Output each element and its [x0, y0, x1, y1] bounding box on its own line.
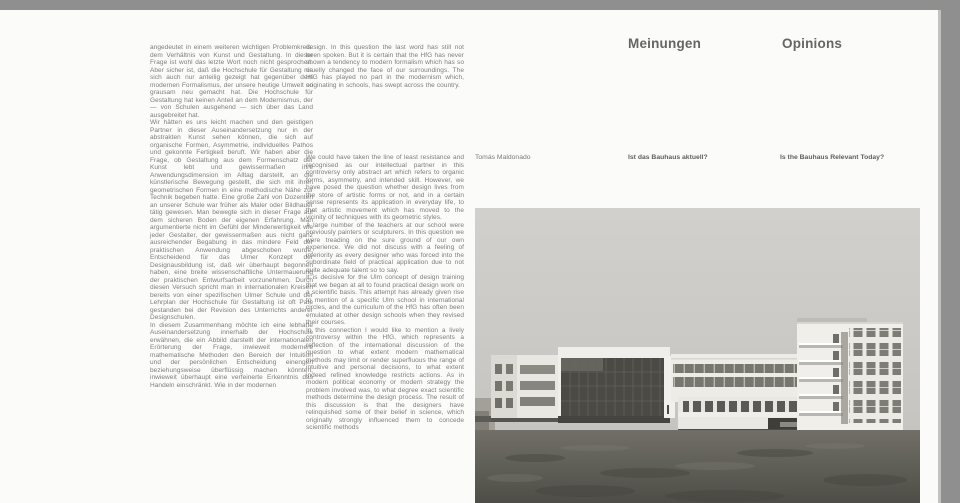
- english-paragraph: It is decisive for the Ulm concept of design training that we began at all to found practical design work on a scientific basis. This attempt has already given rise to mention of a specific Ulm school in international circles, and the curriculum of the HfG has often been emulated at other design schools when they revised their courses.: [306, 274, 464, 326]
- photo-glass-workshop-building: [558, 347, 675, 423]
- photo-studio-tower-building: [797, 318, 903, 440]
- english-text-column: [306, 154, 464, 432]
- author-byline: Tomás Maldonado: [475, 154, 531, 161]
- article-title-english: Is the Bauhaus Relevant Today?: [780, 154, 885, 161]
- article-title-german: Ist das Bauhaus aktuell?: [628, 154, 708, 161]
- section-header-english: Opinions: [782, 36, 843, 51]
- section-header-german: Meinungen: [628, 36, 702, 51]
- german-text-column: [150, 44, 313, 389]
- book-page: [0, 10, 941, 503]
- english-paragraph: We could have taken the line of least resistance and recognised as our intellectual partner in this controversy only abstract art which refers to organic forms, asymmetry, and intended skill. However, we have posed the question whether design lives from the store of artistic forms or not, and in a certain sense represents its application in everyday life, to that artistic movement which has moved to the vicinity of techniques with its geometric styles.: [306, 154, 464, 221]
- english-paragraph: design. In this question the last word has still not been spoken. But it is certain that the HfG has never shown a tendency to modern formalism which has so cruelly changed the face of our surroundings. The HfG has played no part in the modernism which, originating in schools, has swept across the country.: [306, 44, 464, 89]
- photo-grass-foreground: [475, 430, 920, 503]
- english-paragraph: In this connection I would like to mention a lively controversy within the HfG, which represents a reflection of the international discussion of the question to what extent modern mathematical methods may limit or render superfluous the range of intuitive and personal decisions, to what extent indeed refined knowledge restricts actions. As in modern political economy or modern strategy the problem involved was, to what degree exact scientific methods determine the design process. The result of this discussion is that the designers have relinquished some of their belief in science, which originally strongly influenced them to concede scientific methods: [306, 326, 464, 431]
- photo-bridge-building: [671, 354, 801, 402]
- bauhaus-photo: [475, 208, 920, 503]
- german-paragraph: angedeutet in einem weiteren wichtigen Problemkreis: dem Verhältnis von Kunst und Gestaltung. In dieser Frage ist wohl das letzte Wort noch nicht gesprochen. Aber sicher ist, daß die Hochschule für Gestaltung nie sich auch nur anteilig gezeigt hat gegenüber dem modernen Formalismus, der unsere heutige Umwelt so grausam neu gemacht hat. Die Hochschule für Gestaltung hat keinen Anteil an dem Modernismus, der — von Schulen ausgehend — sich über das Land ausgebreitet hat.: [150, 44, 313, 119]
- english-paragraph: A large number of the teachers at our school were previously painters or sculpturers. In this question we were treading on the sure ground of our own experience. We did not discuss with a feeling of inferiority as every designer who was forced into the subordinate field of practical application due to not quite adequate talent so to say.: [306, 221, 464, 274]
- german-paragraph: In diesem Zusammenhang möchte ich eine lebhafte Auseinandersetzung innerhalb der Hochschule erwähnen, die ein Abbild darstellt der internationalen Erörterung der Frage, inwieweit modernere mathematische Methoden den Bereich der Intuition und der persönlichen Entscheidung einengen beziehungsweise überflüssig machen könnten, inwieweit überhaupt eine verfeinerte Erkenntnis das Handeln einschränkt. Wie in der modernen: [150, 321, 313, 389]
- english-intro-column: [306, 44, 464, 89]
- german-paragraph: Wir hätten es uns leicht machen und den geistigen Partner in dieser Auseinandersetzung nur in der abstrakten Kunst sehen können, die sich auf organische Formen, Asymmetrie, individuelles Pathos und gekonnte Fertigkeit beruft. Wir haben aber die Frage, ob Gestaltung aus dem Formenschatz der Kunst lebt und gewissermaßen ihre Anwendungsdimension im Alltag darstellt, an die künstlerische Bewegung gestellt, die sich mit ihren geometrischen Formen in eine methodische Nähe zur Technik begeben hatte. Eine große Zahl von Dozenten an unserer Schule war früher als Maler oder Bildhauer tätig gewesen. Man bewegte sich in dieser Frage auf dem sicheren Boden der eigenen Erfahrung. Man argumentierte nicht im Gefühl der Minderwertigkeit wie jeder Gestalter, der gewissermaßen aus nicht ganz ausreichender Begabung in das mindere Feld der praktischen Anwendung abgeschoben wurde. Entscheidend für das Ulmer Konzept der Designausbildung ist, daß wir überhaupt begonnen haben, eine breite wissenschaftliche Untermauerung der praktischen Entwurfsarbeit vorzunehmen. Durch diesen Versuch spricht man in internationalen Kreisen bereits von einer spezifischen Ulmer Schule und der Lehrplan der Hochschule für Gestaltung ist oft Pate gestanden bei der Revision des Unterrichts anderer Designschulen.: [150, 119, 313, 321]
